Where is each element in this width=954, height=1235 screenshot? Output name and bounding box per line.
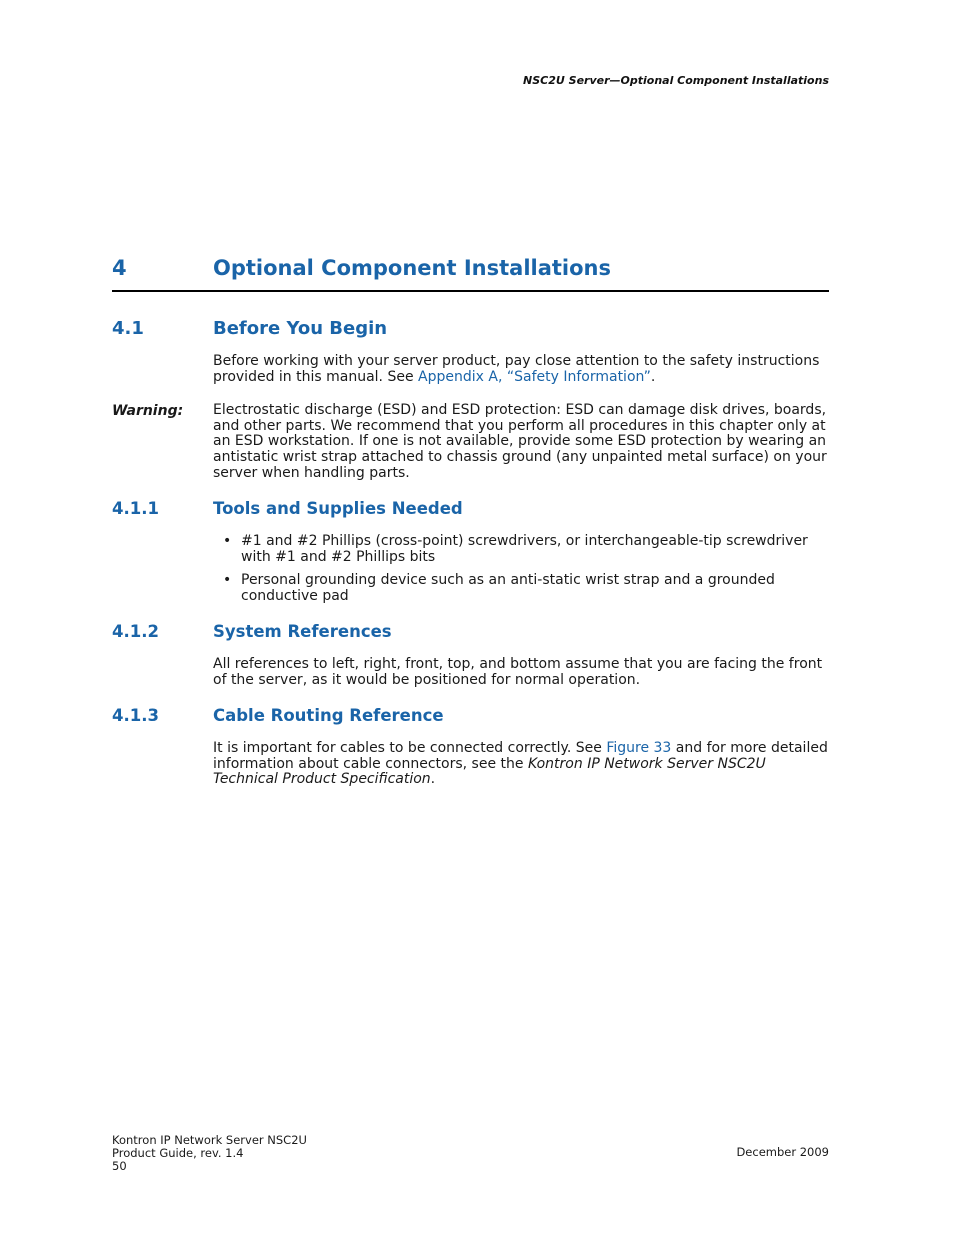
section-heading-4-1-1 <box>112 499 829 521</box>
paragraph-text: . <box>430 771 436 788</box>
cable-routing-paragraph <box>213 741 833 788</box>
paragraph-text: Before working with your server product, pay close attention to the safety instructions provided in this manual. See <box>213 353 820 385</box>
figure-33-link[interactable]: Figure 33 <box>606 740 672 756</box>
list-item <box>213 573 833 604</box>
tools-list <box>213 534 833 613</box>
list-item-text: Personal grounding device such as an anti-static wrist strap and a grounded conductive pad <box>241 572 775 605</box>
chapter-title: Optional Component Installations <box>213 256 612 280</box>
chapter-number: 4 <box>112 256 127 280</box>
section-number: 4.1.2 <box>112 622 159 641</box>
section-heading-4-1 <box>112 318 829 342</box>
paragraph-text: . <box>650 368 656 385</box>
page-number: 50 <box>112 1159 127 1173</box>
footer-guide-revision: Product Guide, rev. 1.4 <box>112 1146 244 1160</box>
bullet-icon: • <box>223 572 232 589</box>
chapter-heading <box>112 256 829 292</box>
paragraph-text: and for more detailed information about cable connectors, see the <box>213 740 828 772</box>
paragraph-text: It is important for cables to be connected correctly. See <box>213 740 607 756</box>
list-item-text: #1 and #2 Phillips (cross-point) screwdrivers, or interchangeable-tip screwdriver with #1 and #2 Phillips bits <box>241 533 808 565</box>
warning-text: Electrostatic discharge (ESD) and ESD protection: ESD can damage disk drives, boards, and other parts. We recommend that you perform all procedures in this chapter only at an ESD workstation. If one is not available, provide some ESD protection by wearing an antistatic wrist strap attached to chassis ground (any unpainted metal surface) on your server when handling parts. <box>213 402 827 481</box>
section-number: 4.1.3 <box>112 706 159 725</box>
section-heading-4-1-2 <box>112 622 829 644</box>
spec-title-italic: Kontron IP Network Server NSC2U Technical Product Specification <box>213 755 766 788</box>
system-references-paragraph: All references to left, right, front, top, and bottom assume that you are facing the front of the server, as it would be positioned for normal operation. <box>213 656 823 688</box>
footer-left <box>112 1134 307 1173</box>
section-title: Before You Begin <box>213 318 388 339</box>
section-title: Cable Routing Reference <box>213 706 444 725</box>
section-number: 4.1 <box>112 318 144 339</box>
section-number: 4.1.1 <box>112 499 159 518</box>
section-title: Tools and Supplies Needed <box>213 499 463 518</box>
appendix-a-link[interactable]: Appendix A, “Safety Information” <box>418 368 651 385</box>
list-item <box>213 534 833 565</box>
section-heading-4-1-3 <box>112 706 829 728</box>
warning-label: Warning: <box>112 403 184 419</box>
bullet-icon: • <box>223 533 232 549</box>
section-title: System References <box>213 622 392 641</box>
footer-date: December 2009 <box>736 1145 829 1159</box>
running-header: NSC2U Server—Optional Component Installations <box>523 74 829 87</box>
footer-product: Kontron IP Network Server NSC2U <box>112 1133 307 1147</box>
before-you-begin-paragraph <box>213 354 833 385</box>
